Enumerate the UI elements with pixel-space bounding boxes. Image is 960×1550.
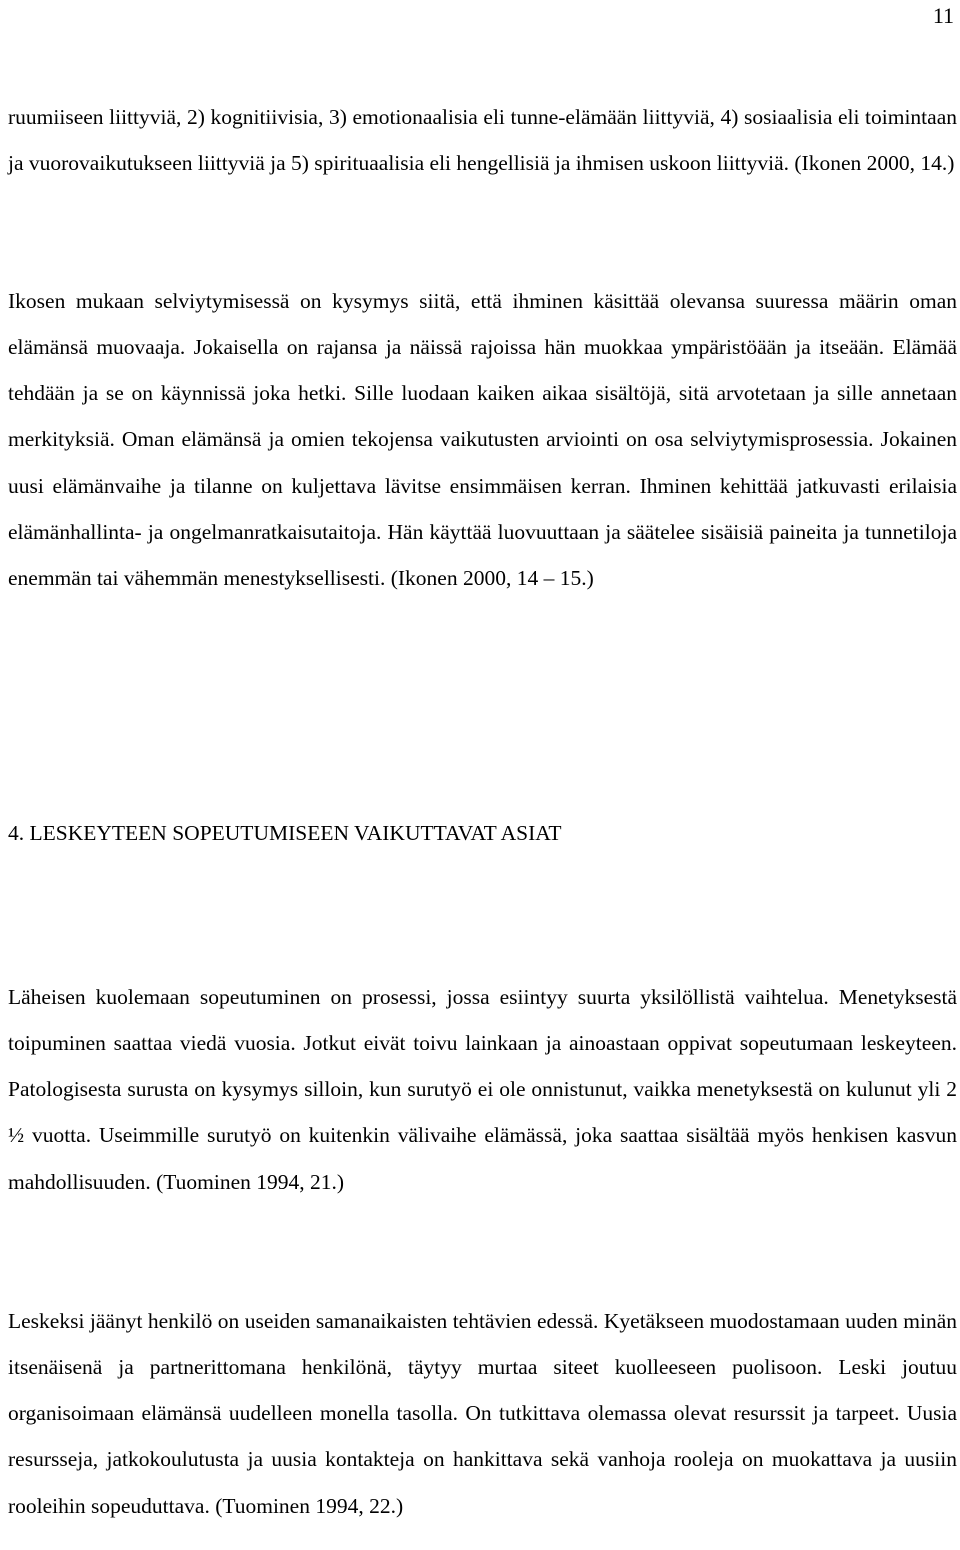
body-paragraph: ruumiiseen liittyviä, 2) kognitiivisia, 3) emotionaalisia eli tunne-elämään liittyviä, 4) sosiaalisia eli toimintaan ja vuorovaikutukseen liittyviä ja 5) spirituaalisia eli hengellisiä ja ihmisen uskoon liittyviä. (Ikonen 2000, 14.) [8,104,957,175]
body-paragraph: Leskeksi jäänyt henkilö on useiden samanaikaisten tehtävien edessä. Kyetäkseen muodostamaan uuden minän itsenäisenä ja partnerittomana henkilönä, täytyy murtaa siteet kuolleeseen puolisoon. Leski joutuu organisoimaan elämänsä uudelleen monella tasolla. On tutkittava olemassa olevat resurssit ja tarpeet. Uusia resursseja, jatkokoulutusta ja uusia kontakteja on hankittava sekä vanhoja rooleja on muokattava ja uusiin rooleihin sopeuduttava. (Tuominen 1994, 22.) [8,1308,957,1518]
page-number: 11 [932,3,954,28]
body-paragraph: Ikosen mukaan selviytymisessä on kysymys siitä, että ihminen käsittää olevansa suuressa määrin oman elämänsä muovaaja. Jokaisella on rajansa ja näissä rajoissa hän muokkaa ympäristöään ja itseään. Elämää tehdään ja se on käynnissä joka hetki. Sille luodaan kaiken aikaa sisältöjä, sitä arvotetaan ja sille annetaan merkityksiä. Oman elämänsä ja omien tekojensa vaikutusten arviointi on osa selviytymisprosessia. Jokainen uusi elämänvaihe ja tilanne on kuljettava lävitse ensimmäisen kerran. Ihminen kehittää jatkuvasti erilaisia elämänhallinta- ja ongelmanratkaisutaitoja. Hän käyttää luovuuttaan ja säätelee sisäisiä paineita ja tunnetiloja enemmän tai vähemmän menestyksellisesti. (Ikonen 2000, 14 – 15.) [8,288,957,591]
body-paragraph: Läheisen kuolemaan sopeutuminen on prosessi, jossa esiintyy suurta yksilöllistä vaihtelua. Menetyksestä toipuminen saattaa viedä vuosia. Jotkut eivät toivu lainkaan ja ainoastaan oppivat sopeutumaan leskeyteen. Patologisesta surusta on kysymys silloin, kun surutyö ei ole onnistunut, vaikka menetyksestä on kulunut yli 2 ½ vuotta. Useimmille surutyö on kuitenkin välivaihe elämässä, joka saattaa sisältää myös henkisen kasvun mahdollisuuden. (Tuominen 1994, 21.) [8,984,957,1194]
section-heading: 4. LESKEYTEEN SOPEUTUMISEEN VAIKUTTAVAT ASIAT [8,821,562,845]
